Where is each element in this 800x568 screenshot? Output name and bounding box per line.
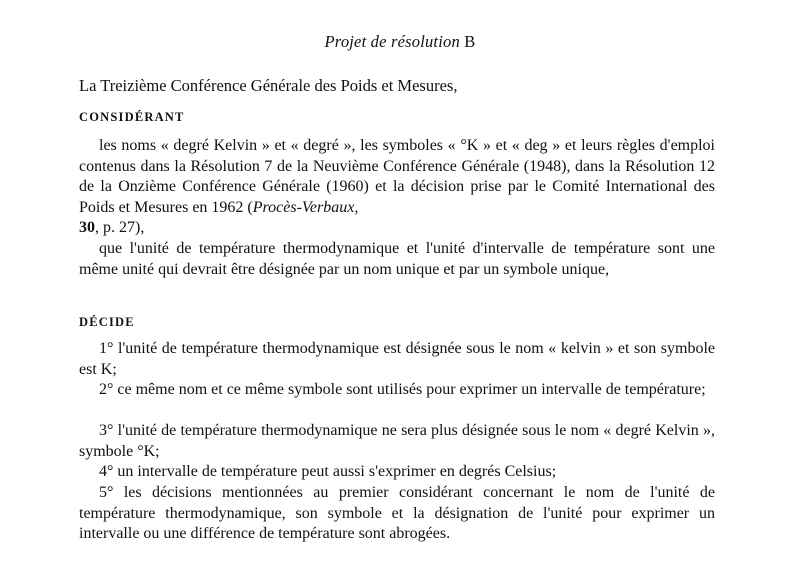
conference-line: La Treizième Conférence Générale des Poids et Mesures, — [79, 76, 458, 95]
considerant-heading: CONSIDÉRANT — [79, 110, 185, 124]
proces-verbaux-reference: Procès-Verbaux, — [252, 198, 359, 216]
resolution-title-text: Projet de résolution — [324, 32, 460, 51]
considerant-paragraph-2: que l'unité de température thermodynamique et l'unité d'intervalle de température sont une même unité qui devrait être désignée par un nom unique et par un symbole unique, — [79, 240, 715, 278]
considerant-paragraph-1 — [79, 136, 715, 239]
decision-1: 1° l'unité de température thermodynamique est désignée sous le nom « kelvin » et son symbole est K; — [79, 340, 715, 378]
decision-4: 4° un intervalle de température peut aussi s'exprimer en degrés Celsius; — [99, 463, 557, 480]
decision-5: 5° les décisions mentionnées au premier considérant concernant le nom de l'unité de température thermodynamique, son symbole et la désignation de l'unité pour exprimer un intervalle ou une différence de température sont abrogées. — [79, 484, 715, 542]
decision-3: 3° l'unité de température thermodynamique ne sera plus désignée sous le nom « degré Kelvin », symbole °K; — [79, 422, 715, 460]
volume-number: 30 — [79, 219, 95, 236]
resolution-title — [0, 32, 800, 52]
resolution-letter: B — [464, 32, 476, 51]
decide-heading: DÉCIDE — [79, 315, 135, 329]
decision-2: 2° ce même nom et ce même symbole sont utilisés pour exprimer un intervalle de température; — [99, 381, 706, 398]
page-reference: , p. 27), — [95, 219, 145, 236]
considerant-1-text: les noms « degré Kelvin » et « degré », les symboles « °K » et « deg » et leurs règles d'emploi contenus dans la Résolution 7 de la Neuvième Conférence Générale (1948), dans la Résolution 12 de la Onzième Conférence Générale (1960) et la décision prise par le Comité International des Poids et Mesures en 1962 ( — [79, 137, 715, 216]
